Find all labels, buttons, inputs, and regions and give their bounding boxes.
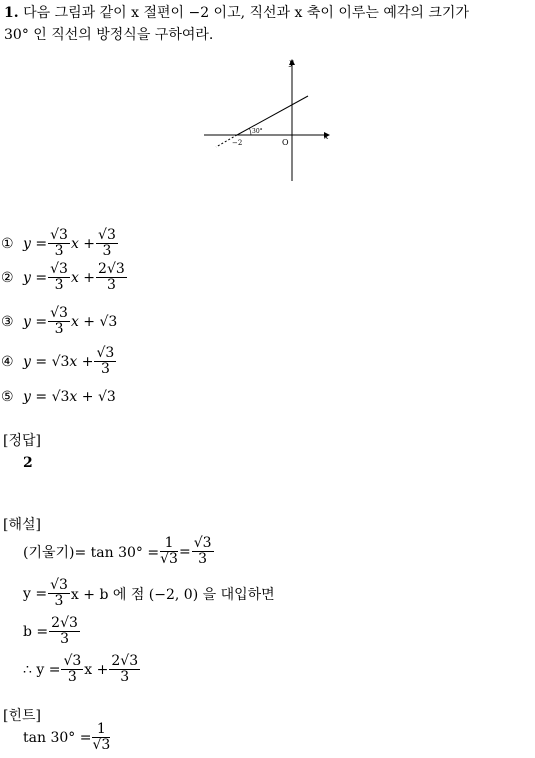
question-line-2 [4,24,213,44]
question-text-2: 30° 인 직선의 방정식을 구하여라. [4,27,214,43]
choice-mark: ⑤ [1,389,14,405]
fraction: $\frac{√3}{3}$ [98,227,116,259]
fraction: $\frac{√3}{3}$ [63,653,82,685]
fraction: $\frac{2√3}{3}$ [98,261,125,293]
solution-line-2: y = $\frac{√3}{3}$ x + b 에 점 (−2, 0) 을 대입하면 [23,577,275,609]
x-intercept-label: −2 [232,139,243,147]
solution-heading: [해설] [3,517,41,533]
fraction: $\frac{2√3}{3}$ [111,653,139,685]
coordinate-figure [200,55,340,185]
hint-line: tan 30° = $\frac{1}{√3}$ [23,721,111,753]
fraction: $\frac{√3}{3}$ [193,535,212,567]
solution-line-3: b = $\frac{2√3}{3}$ [23,615,78,647]
choice-5: ⑤ y = √3 x + √3 [1,389,116,405]
solution-line-4: ∴ y = $\frac{√3}{3}$ x + $\frac{2√3}{3}$ [23,653,139,685]
y-axis-label: y [289,58,294,67]
fraction: $\frac{√3}{3}$ [96,345,115,377]
choice-1: ① y = $\frac{√3}{3}$ x + $\frac{√3}{3}$ [1,227,116,259]
fraction: $\frac{2√3}{3}$ [51,615,78,647]
choice-mark: ③ [1,313,14,330]
question-line-1 [4,2,469,22]
solution-line-1: (기울기)= tan 30° = $\frac{1}{√3}$ = $\frac{√3}{3}$ [23,535,212,567]
choice-3: ③ y = $\frac{√3}{3}$ x + √3 [1,305,118,337]
fraction: $\frac{1}{√3}$ [160,535,178,567]
answer-value: 2 [23,455,33,471]
question-number: 1. [4,5,19,21]
origin-label: O [282,138,289,147]
angle-arc [250,129,252,136]
fraction: $\frac{√3}{3}$ [50,227,68,259]
fraction: $\frac{√3}{3}$ [50,261,68,293]
choice-mark: ② [1,269,14,286]
fraction: $\frac{1}{√3}$ [92,721,111,753]
angle-label: 30° [252,128,263,135]
answer-heading: [정답] [3,433,41,449]
choice-4: ④ y = √3 x + $\frac{√3}{3}$ [1,345,115,377]
choice-mark: ④ [1,353,14,370]
fraction: $\frac{√3}{3}$ [50,577,68,609]
choice-2: ② y = $\frac{√3}{3}$ x + $\frac{2√3}{3}$ [1,261,125,293]
fraction: $\frac{√3}{3}$ [50,305,68,337]
question-text-1: 다음 그림과 같이 x 절편이 −2 이고, 직선과 x 축이 이루는 예각의 크기가 [23,5,469,21]
x-axis-label: x [324,132,329,141]
hint-heading: [힌트] [3,708,41,724]
choice-mark: ① [1,235,14,252]
graph-line [237,96,308,135]
